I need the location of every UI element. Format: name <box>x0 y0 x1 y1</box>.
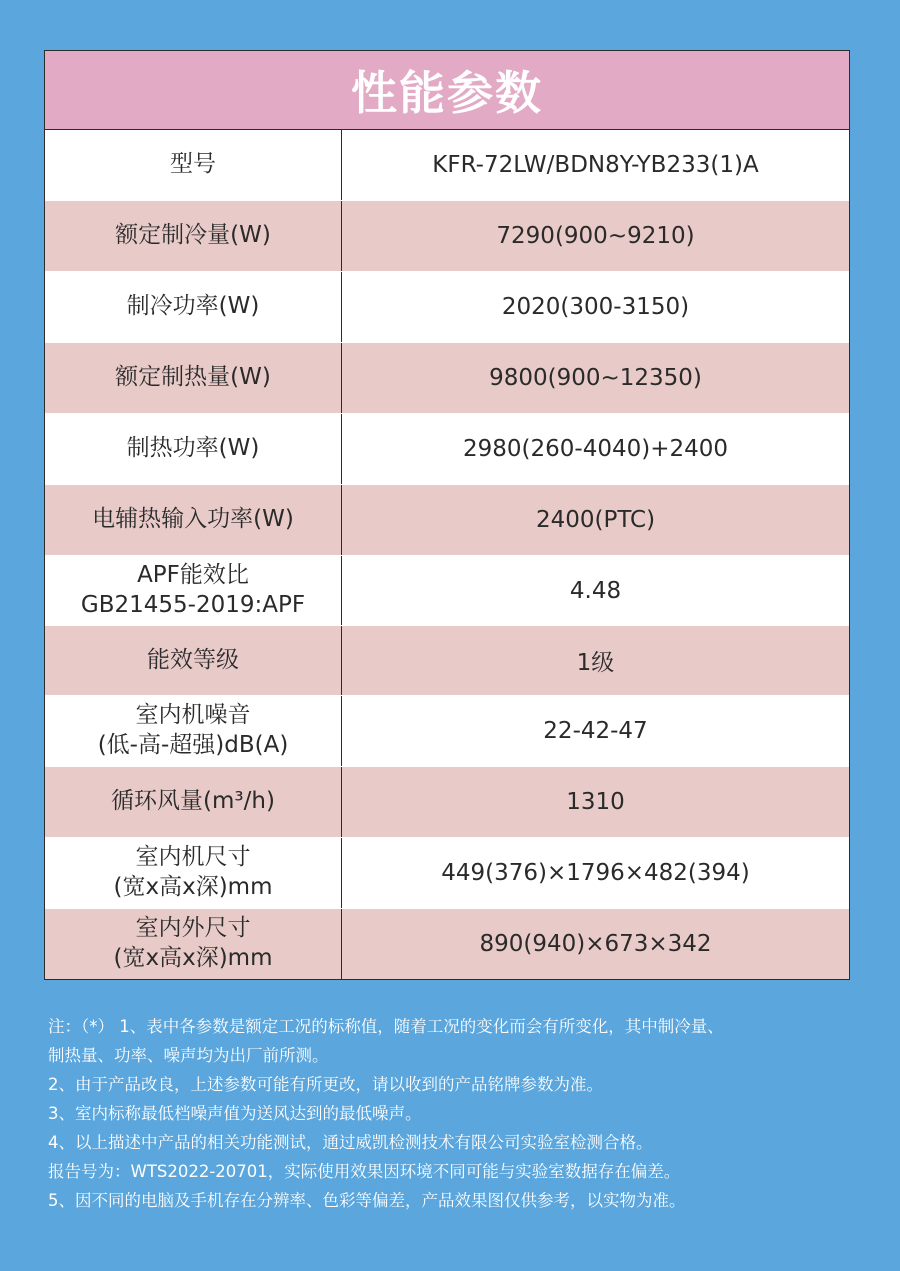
row-label-line: (低-高-超强)dB(A) <box>97 732 289 758</box>
row-value: 2980(260-4040)+2400 <box>462 436 729 462</box>
row-label <box>45 343 342 413</box>
row-value: 449(376)×1796×482(394) <box>441 860 750 886</box>
table-row <box>45 838 849 909</box>
row-label <box>45 838 342 908</box>
table-row <box>45 696 849 767</box>
row-label-line: 制冷功率(W) <box>126 293 260 320</box>
row-label <box>45 556 342 625</box>
row-value: 9800(900~12350) <box>489 365 702 391</box>
table-row <box>45 272 849 343</box>
row-label <box>45 696 342 766</box>
row-label-line: GB21455-2019:APF <box>80 591 306 618</box>
row-value: 2400(PTC) <box>535 507 656 533</box>
row-label-line: 制热功率(W) <box>126 435 260 462</box>
row-value: 7290(900~9210) <box>496 223 695 249</box>
row-label-line: 能效等级 <box>147 646 239 673</box>
row-label-line: (宽x高x深)mm <box>113 945 273 971</box>
row-label-line: 室内机尺寸 <box>135 844 251 871</box>
table-row <box>45 485 849 556</box>
row-label <box>45 626 342 695</box>
row-value: 2020(300-3150) <box>501 294 690 320</box>
note-line: 5、因不同的电脑及手机存在分辨率、色彩等偏差，产品效果图仅供参考，以实物为准。 <box>48 1191 686 1210</box>
table-row <box>45 626 849 696</box>
note-line: 2、由于产品改良，上述参数可能有所更改，请以收到的产品铭牌参数为准。 <box>48 1075 603 1094</box>
row-label-line: 额定制冷量(W) <box>115 222 271 249</box>
table-row <box>45 130 849 201</box>
row-value: 22-42-47 <box>543 718 648 744</box>
table-title: 性能参数 <box>45 51 849 130</box>
table-row <box>45 414 849 485</box>
row-label-line: (宽x高x深)mm <box>113 874 273 900</box>
table-row <box>45 767 849 838</box>
row-label-line: 室内外尺寸 <box>135 915 251 942</box>
row-value: 4.48 <box>569 577 622 604</box>
row-label <box>45 272 342 342</box>
note-line: 4、以上描述中产品的相关功能测试，通过威凯检测技术有限公司实验室检测合格。 <box>48 1133 653 1152</box>
row-value: KFR-72LW/BDN8Y-YB233(1)A <box>432 152 759 178</box>
note-line: 制热量、功率、噪声均为出厂前所测。 <box>48 1046 329 1065</box>
note-line: 报告号为：WTS2022-20701，实际使用效果因环境不同可能与实验室数据存在偏差。 <box>48 1162 681 1181</box>
row-value: 1级 <box>576 650 615 676</box>
row-label <box>45 909 342 979</box>
row-value: 890(940)×673×342 <box>479 931 712 957</box>
row-label <box>45 485 342 555</box>
table-body <box>45 130 849 979</box>
row-label-line: 电辅热输入功率(W) <box>92 506 294 533</box>
table-row <box>45 201 849 272</box>
table-row <box>45 909 849 979</box>
notes-section <box>48 1012 858 1215</box>
row-label-line: 型号 <box>170 151 216 178</box>
table-row <box>45 556 849 626</box>
row-label-line: 额定制热量(W) <box>115 364 271 391</box>
row-label <box>45 130 342 200</box>
row-value: 1310 <box>566 789 625 815</box>
note-line: 3、室内标称最低档噪声值为送风达到的最低噪声。 <box>48 1104 422 1123</box>
note-line: 注：（*） 1、表中各参数是额定工况的标称值，随着工况的变化而会有所变化，其中制冷量、 <box>48 1017 724 1036</box>
row-label-line: 室内机噪音 <box>135 702 251 729</box>
row-label <box>45 767 342 837</box>
table-row <box>45 343 849 414</box>
row-label-line: 循环风量(m³/h) <box>111 788 275 815</box>
row-label <box>45 201 342 271</box>
row-label-line: APF能效比 <box>137 561 249 588</box>
spec-table <box>44 50 850 980</box>
row-label <box>45 414 342 484</box>
